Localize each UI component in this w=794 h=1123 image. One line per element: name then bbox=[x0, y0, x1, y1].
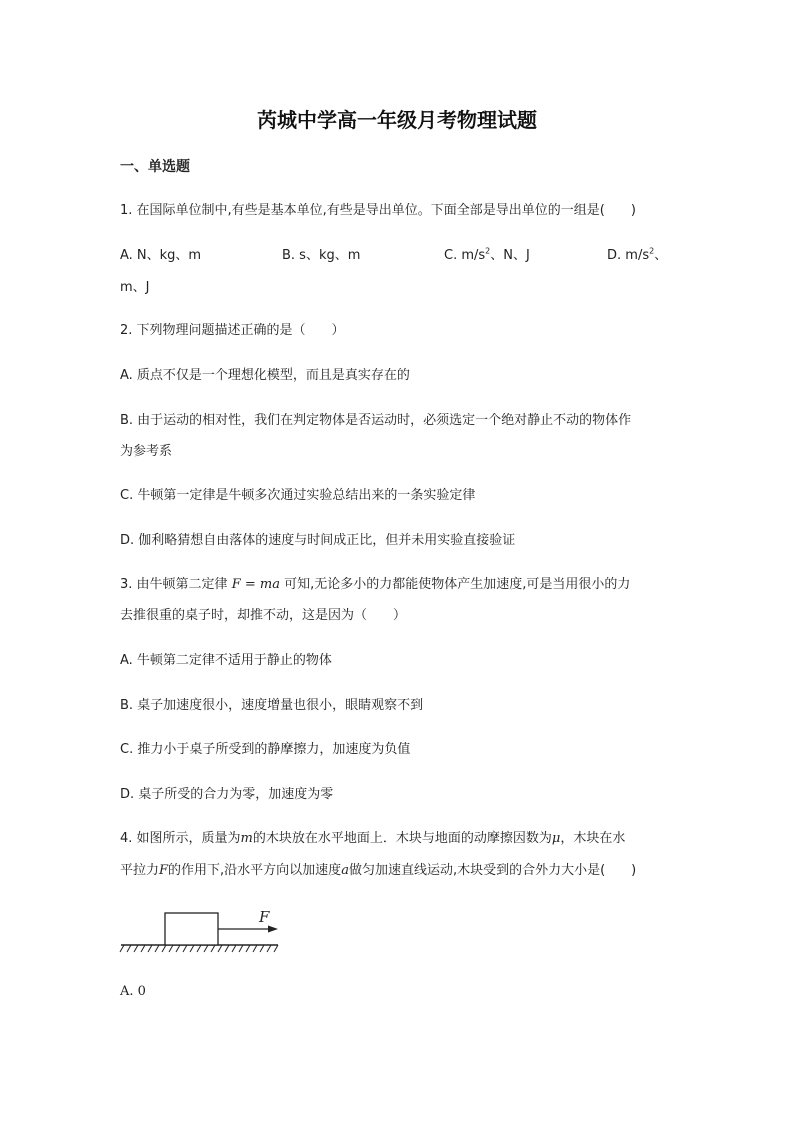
q1-stem: 1. 在国际单位制中,有些是基本单位,有些是导出单位。下面全部是导出单位的一组是( ) bbox=[120, 203, 636, 218]
ground-hatching bbox=[120, 945, 278, 952]
q4-stem-line1: 4. 如图所示，质量为m的木块放在水平地面上．木块与地面的动摩擦因数为μ，木块在水 bbox=[120, 831, 626, 846]
q1-option-d-continued: m、J bbox=[120, 280, 150, 295]
q1-option-d: D. $m/s^2$、 bbox=[607, 246, 668, 263]
q3-option-c: C. 推力小于桌子所受到的静摩擦力，加速度为负值 bbox=[120, 742, 411, 757]
q3-stem-line1: 3. 由牛顿第二定律 F = ma 可知,无论多小的力都能使物体产生加速度,可是当用很小的力 bbox=[120, 577, 631, 592]
q4-stem-line2: 平拉力F的作用下,沿水平方向以加速度a做匀加速直线运动,木块受到的合外力大小是( ) bbox=[120, 863, 637, 878]
force-label: F bbox=[259, 908, 270, 926]
exam-title: 芮城中学高一年级月考物理试题 bbox=[257, 108, 537, 132]
q1-option-a: A. N、kg、m bbox=[120, 248, 202, 263]
q2-option-c: C. 牛顿第一定律是牛顿多次通过实验总结出来的一条实验定律 bbox=[120, 488, 476, 503]
q3-option-d: D. 桌子所受的合力为零，加速度为零 bbox=[120, 787, 334, 802]
q1-option-c: C. $m/s^2$、N、J bbox=[444, 246, 530, 263]
q3-formula: F = ma bbox=[231, 577, 280, 592]
q2-option-d: D. 伽利略猜想自由落体的速度与时间成正比，但并未用实验直接验证 bbox=[120, 533, 516, 548]
section-heading: 一、单选题 bbox=[120, 159, 190, 175]
wooden-block bbox=[165, 913, 218, 945]
q3-stem-line2: 去推很重的桌子时，却推不动，这是因为（ ） bbox=[120, 608, 407, 623]
force-arrow-head bbox=[268, 926, 278, 933]
q2-stem: 2. 下列物理问题描述正确的是（ ） bbox=[120, 323, 345, 338]
q1-option-b: B. s、kg、m bbox=[282, 248, 361, 263]
q3-option-a: A. 牛顿第二定律不适用于静止的物体 bbox=[120, 653, 332, 668]
q2-option-b-line1: B. 由于运动的相对性，我们在判定物体是否运动时，必须选定一个绝对静止不动的物体作 bbox=[120, 413, 632, 428]
q4-option-a: A. 0 bbox=[120, 984, 146, 999]
q2-option-b-line2: 为参考系 bbox=[120, 444, 173, 459]
q3-option-b: B. 桌子加速度很小，速度增量也很小，眼睛观察不到 bbox=[120, 698, 424, 713]
q2-option-a: A. 质点不仅是一个理想化模型，而且是真实存在的 bbox=[120, 368, 410, 383]
block-force-diagram bbox=[118, 906, 283, 956]
